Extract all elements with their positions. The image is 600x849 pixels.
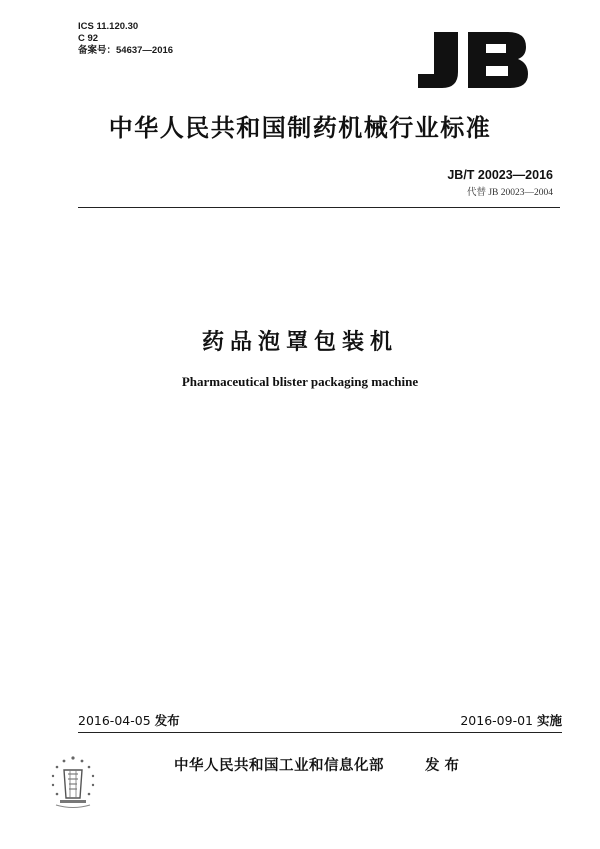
implement-label: 实施 xyxy=(536,713,562,728)
bottom-divider xyxy=(78,732,562,733)
implement-date-line xyxy=(460,711,562,729)
issue-action-label: 发布 xyxy=(425,758,464,774)
publish-date-line xyxy=(78,711,180,729)
implement-date: 2016-09-01 xyxy=(460,713,533,728)
classification-block xyxy=(78,21,173,57)
issuing-authority: 中华人民共和国工业和信息化部 xyxy=(174,758,384,774)
standard-number: JB/T 20023—2016 xyxy=(447,168,553,182)
record-number: 备案号：54637—2016 xyxy=(78,45,174,56)
ccs-code: C 92 xyxy=(78,33,99,44)
publish-label: 发布 xyxy=(154,713,180,728)
replaces-standard: 代替 JB 20023—2004 xyxy=(466,188,553,198)
main-title: 中华人民共和国制药机械行业标准 xyxy=(108,114,492,142)
ics-code: ICS 11.120.30 xyxy=(78,21,139,32)
top-divider xyxy=(78,207,560,208)
document-title-chinese: 药品泡罩包装机 xyxy=(201,330,398,355)
document-title-english: Pharmaceutical blister packaging machine xyxy=(181,374,419,389)
ministry-emblem-icon xyxy=(44,752,102,810)
publish-date: 2016-04-05 xyxy=(78,713,151,728)
jb-logo xyxy=(412,30,530,90)
